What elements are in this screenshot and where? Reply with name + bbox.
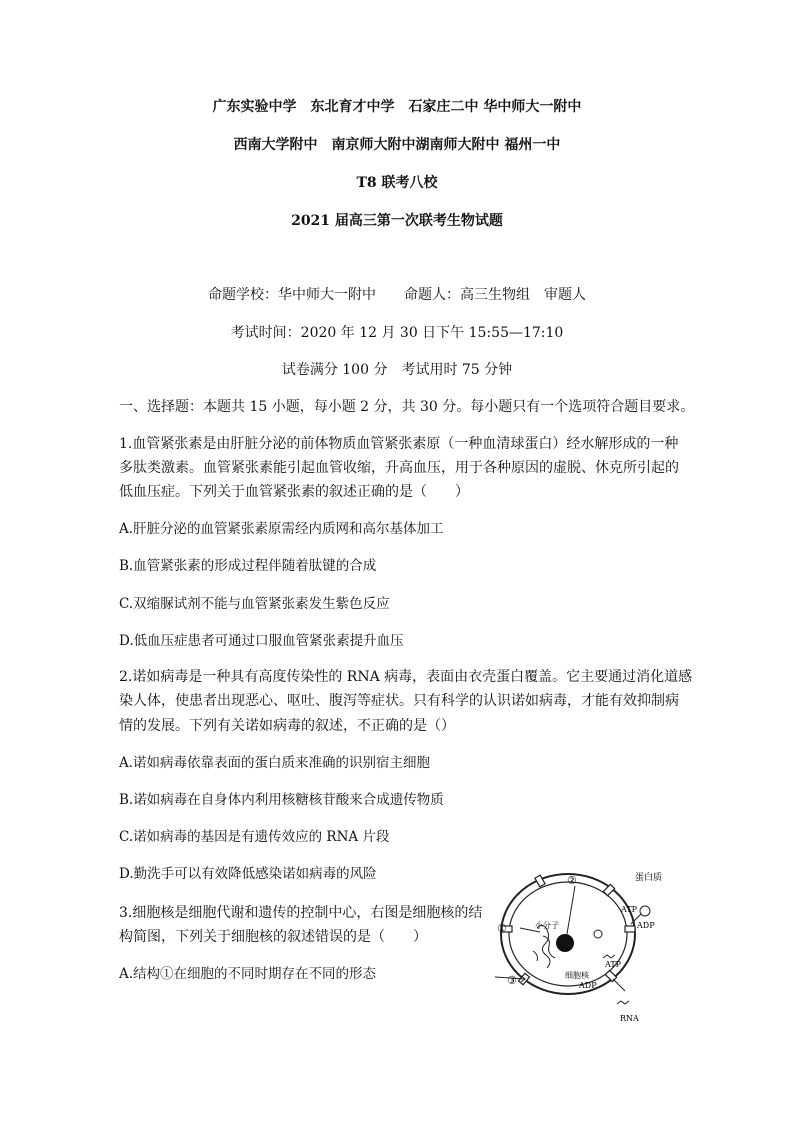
question-2-line: 情的发展。下列有关诺如病毒的叙述，不正确的是（）	[119, 718, 455, 734]
question-1-option-b: B.血管紧张素的形成过程伴随着肽键的合成	[119, 558, 377, 574]
question-2-line: 2.诺如病毒是一种具有高度传染性的 RNA 病毒，表面由衣壳蛋白覆盖。它主要通过消化道感	[119, 669, 693, 685]
nucleolus	[556, 934, 574, 952]
question-3-option-a: A.结构①在细胞的不同时期存在不同的形态	[119, 966, 377, 982]
question-1-option-c: C.双缩脲试剂不能与血管紧张素发生紫色反应	[119, 596, 390, 612]
section-intro: 一、选择题：本题共 15 小题，每小题 2 分，共 30 分。每小题只有一个选项符合题目要求。	[119, 399, 695, 415]
union-title: T8 联考八校	[356, 175, 438, 191]
question-3-line: 3.细胞核是细胞代谢和遗传的控制中心，右图是细胞核的结	[119, 905, 483, 921]
question-2-option-b: B.诺如病毒在自身体内利用核糖核苷酸来合成遗传物质	[119, 792, 444, 808]
question-1-option-d: D.低血压症患者可通过口服血管紧张素提升血压	[119, 633, 404, 649]
label-marker-3: ③	[507, 974, 517, 987]
chromatin-icon	[533, 925, 555, 968]
label-marker-2: ②	[567, 874, 577, 887]
label-protein: 蛋白质	[635, 873, 663, 883]
label-rna: RNA	[620, 1014, 639, 1023]
label-atp-top: ATP	[621, 905, 638, 914]
nucleus-structure-figure	[485, 866, 685, 1026]
label-adp-bottom: ADP	[579, 981, 597, 990]
label-nucleus: 细胞核	[565, 971, 589, 980]
setter-info: 命题学校：华中师大一附中 命题人：高三生物组 审题人	[208, 287, 586, 303]
question-2-option-c: C.诺如病毒的基因是有遗传效应的 RNA 片段	[119, 829, 390, 845]
question-1-line: 多肽类激素。血管紧张素能引起血管收缩，升高血压，用于各种原因的虚脱、休克所引起的	[119, 460, 679, 476]
question-1-line: 低血压症。下列关于血管紧张素的叙述正确的是（ ）	[119, 484, 469, 500]
question-2-line: 染人体，使患者出现恶心、呕吐、腹泻等症状。只有科学的认识诺如病毒，才能有效抑制病	[119, 693, 679, 709]
label-small-molecule: 小分子	[535, 921, 559, 930]
question-1-option-a: A.肝脏分泌的血管紧张素原需经内质网和高尔基体加工	[119, 521, 444, 537]
question-2-option-a: A.诺如病毒依靠表面的蛋白质来准确的识别宿主细胞	[119, 755, 431, 771]
school-list-line-2: 西南大学附中 南京师大附中湖南师大附中 福州一中	[233, 137, 561, 153]
label-marker-1: ①	[497, 922, 507, 935]
school-list-line-1: 广东实验中学 东北育才中学 石家庄二中 华中师大一附中	[212, 99, 582, 115]
question-2-option-d: D.勤洗手可以有效降低感染诺如病毒的风险	[119, 866, 377, 882]
label-atp-bottom: ATP	[605, 960, 622, 969]
score-info: 试卷满分 100 分 考试用时 75 分钟	[281, 362, 513, 378]
question-1-line: 1.血管紧张素是由肝脏分泌的前体物质血管紧张素原（一种血清球蛋白）经水解形成的一种	[119, 436, 679, 452]
particle-icon	[594, 930, 602, 938]
exam-time: 考试时间：2020 年 12 月 30 日下午 15:55—17:10	[230, 325, 564, 341]
particle-icon	[640, 906, 650, 916]
exam-title: 2021 届高三第一次联考生物试题	[291, 213, 503, 229]
label-adp-top: ADP	[637, 921, 655, 930]
question-3-line: 构简图，下列关于细胞核的叙述错误的是（ ）	[119, 929, 427, 945]
